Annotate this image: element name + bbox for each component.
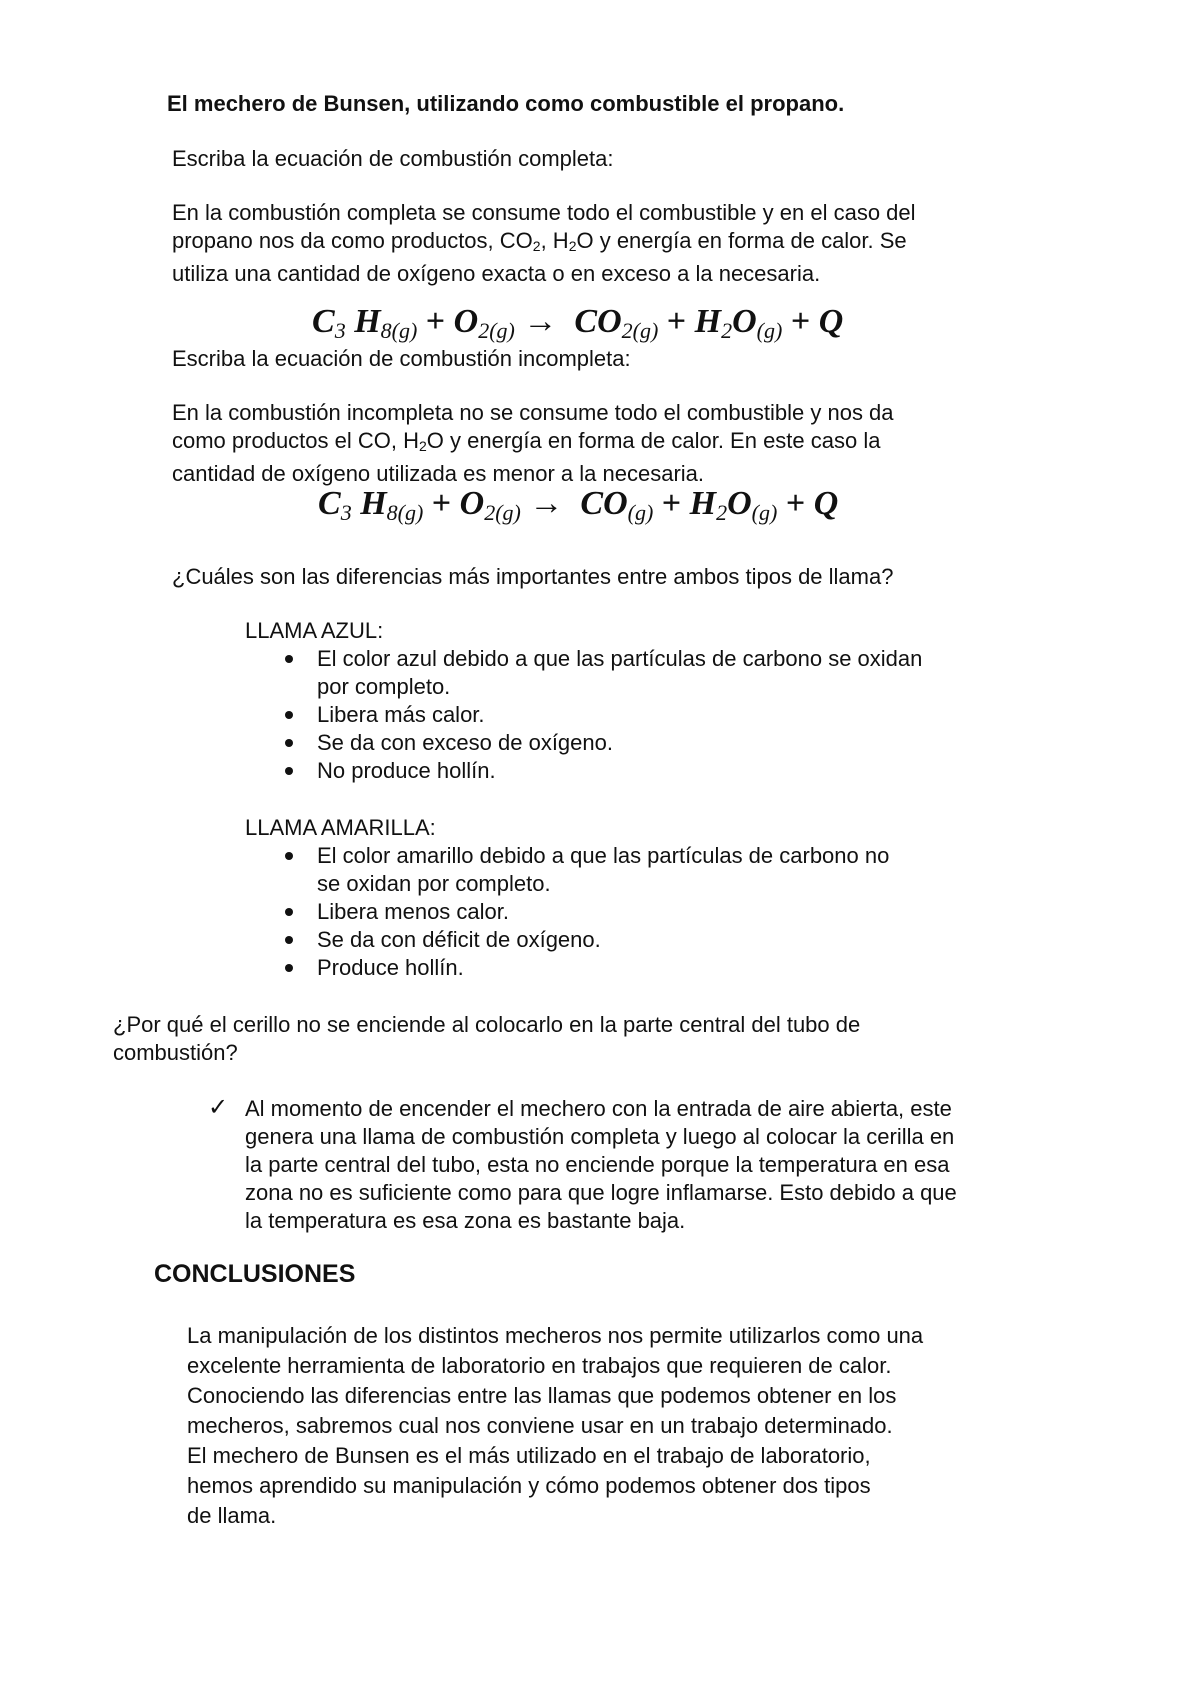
blue-flame-list	[283, 645, 922, 785]
question-complete-combustion: Escriba la ecuación de combustión completa:	[172, 146, 614, 171]
question-incomplete-combustion: Escriba la ecuación de combustión incompleta:	[172, 346, 631, 371]
blue-flame-label: LLAMA AZUL:	[245, 618, 384, 643]
paragraph-line: genera una llama de combustión completa y luego al colocar la cerilla en	[245, 1124, 955, 1149]
question-flame-differences: ¿Cuáles son las diferencias más importantes entre ambos tipos de llama?	[172, 564, 894, 589]
paragraph-line: como productos el CO, $H_2O$ y energía en forma de calor. En este caso la	[172, 428, 881, 454]
paragraph-line: hemos aprendido su manipulación y cómo podemos obtener dos tipos	[187, 1473, 871, 1498]
yellow-flame-list	[283, 842, 889, 982]
conclusions-paragraph	[187, 1321, 923, 1531]
paragraph-line: cantidad de oxígeno utilizada es menor a la necesaria.	[172, 461, 705, 486]
list-item: Se da con exceso de oxígeno.	[283, 729, 922, 757]
list-item: Libera más calor.	[283, 701, 922, 729]
paragraph-line: mecheros, sabremos cual nos conviene usar en un trabajo determinado.	[187, 1413, 893, 1438]
paragraph-line: ¿Por qué el cerillo no se enciende al colocarlo en la parte central del tubo de	[113, 1012, 861, 1037]
list-item: Produce hollín.	[283, 954, 889, 982]
list-item: El color amarillo debido a que las partículas de carbono no se oxidan por completo.	[283, 842, 889, 898]
paragraph-line: Conociendo las diferencias entre las llamas que podemos obtener en los	[187, 1383, 897, 1408]
paragraph-line: de llama.	[187, 1503, 277, 1528]
paragraph-line: El mechero de Bunsen es el más utilizado en el trabajo de laboratorio,	[187, 1443, 871, 1468]
paragraph-line: zona no es suficiente como para que logre inflamarse. Esto debido a que	[245, 1180, 957, 1205]
equation-complete-combustion: $C_3$ $H_{8(g)} + O_{2(g)} \to CO_{2(g)} + H_2O_{(g)} + Q$	[312, 303, 844, 343]
equation-incomplete-combustion: $C_3$ $H_{8(g)} + O_{2(g)} \to CO_{(g)} + H_2O_{(g)} + Q$	[318, 485, 839, 525]
list-item: Libera menos calor.	[283, 898, 889, 926]
paragraph-line: En la combustión completa se consume todo el combustible y en el caso del	[172, 200, 916, 225]
paragraph-line: la temperatura es esa zona es bastante baja.	[245, 1208, 686, 1233]
paragraph-line: propano nos da como productos, $CO_2$, $H_2O$ y energía en forma de calor. Se	[172, 228, 907, 254]
paragraph-line: la parte central del tubo, esta no enciende porque la temperatura en esa	[245, 1152, 950, 1177]
answer-paragraph	[245, 1095, 957, 1235]
question-match-not-igniting	[113, 1011, 860, 1067]
paragraph-line: Al momento de encender el mechero con la entrada de aire abierta, este	[245, 1096, 952, 1121]
yellow-flame-label: LLAMA AMARILLA:	[245, 815, 436, 840]
paragraph-line: combustión?	[113, 1040, 238, 1065]
document-title: El mechero de Bunsen, utilizando como combustible el propano.	[167, 91, 845, 116]
list-item: Se da con déficit de oxígeno.	[283, 926, 889, 954]
paragraph-line: En la combustión incompleta no se consume todo el combustible y nos da	[172, 400, 894, 425]
paragraph-line: utiliza una cantidad de oxígeno exacta o en exceso a la necesaria.	[172, 261, 821, 286]
paragraph-complete-combustion	[172, 199, 916, 288]
paragraph-incomplete-combustion	[172, 399, 894, 488]
list-item: El color azul debido a que las partículas de carbono se oxidan por completo.	[283, 645, 922, 701]
paragraph-line: La manipulación de los distintos mecheros nos permite utilizarlos como una	[187, 1323, 924, 1348]
list-item: No produce hollín.	[283, 757, 922, 785]
check-mark-icon: ✓	[208, 1094, 229, 1121]
conclusions-heading: CONCLUSIONES	[154, 1260, 356, 1288]
paragraph-line: excelente herramienta de laboratorio en trabajos que requieren de calor.	[187, 1353, 892, 1378]
